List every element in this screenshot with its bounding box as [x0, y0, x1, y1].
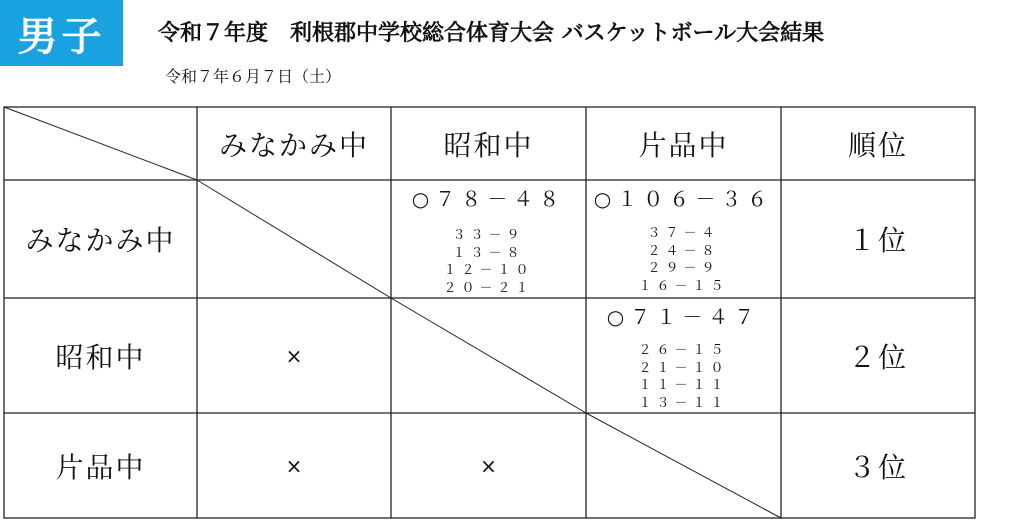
period-score: ２９－９ — [647, 261, 720, 276]
periods-minakami-vs-katashina — [586, 225, 781, 295]
rank-katashina: ３位 — [847, 450, 908, 484]
period-score: ３３－９ — [452, 228, 525, 243]
period-score: ２０－２１ — [443, 280, 534, 296]
header-showa: 昭和中 — [443, 128, 534, 162]
score-showa-vs-katashina: ○７１－４７ — [606, 305, 761, 329]
periods-minakami-vs-showa — [391, 227, 586, 297]
loss-mark-showa-vs-minakami: × — [285, 343, 303, 368]
period-score: ３７－４ — [647, 226, 720, 241]
row-label-minakami: みなかみ中 — [25, 224, 176, 257]
loss-mark-katashina-vs-minakami: × — [285, 453, 303, 478]
row-label-showa: 昭和中 — [55, 340, 146, 374]
score-minakami-vs-showa: ○７８－４８ — [411, 187, 566, 211]
period-score: ２４－８ — [647, 243, 720, 259]
period-score: １２－１０ — [443, 263, 534, 278]
loss-mark-katashina-vs-showa: × — [480, 453, 497, 478]
period-score: １６－１５ — [638, 278, 729, 294]
period-score: ２６－１５ — [638, 343, 729, 358]
self-match-diagonal-1 — [197, 180, 391, 298]
header-katashina: 片品中 — [638, 128, 729, 162]
periods-showa-vs-katashina — [586, 342, 781, 412]
period-score: １１－１１ — [638, 378, 729, 393]
gender-badge: 男子 — [0, 0, 123, 66]
period-score: １３－１１ — [638, 395, 729, 411]
header-rank: 順位 — [847, 128, 908, 162]
rank-showa: ２位 — [847, 340, 908, 374]
row-label-katashina: 片品中 — [55, 450, 146, 484]
header-minakami: みなかみ中 — [218, 128, 369, 162]
period-score: １３－８ — [452, 245, 525, 261]
rank-minakami: １位 — [847, 224, 908, 257]
page-title: 令和７年度 利根郡中学校総合体育大会 バスケットボール大会結果 — [158, 21, 825, 46]
period-score: ２１－１０ — [638, 360, 729, 376]
score-minakami-vs-katashina: ○１０６－３６ — [593, 187, 774, 211]
self-match-diagonal-2 — [391, 298, 586, 413]
header-diagonal — [4, 107, 197, 180]
self-match-diagonal-3 — [586, 413, 781, 518]
event-date: 令和７年６月７日（土） — [165, 67, 342, 86]
